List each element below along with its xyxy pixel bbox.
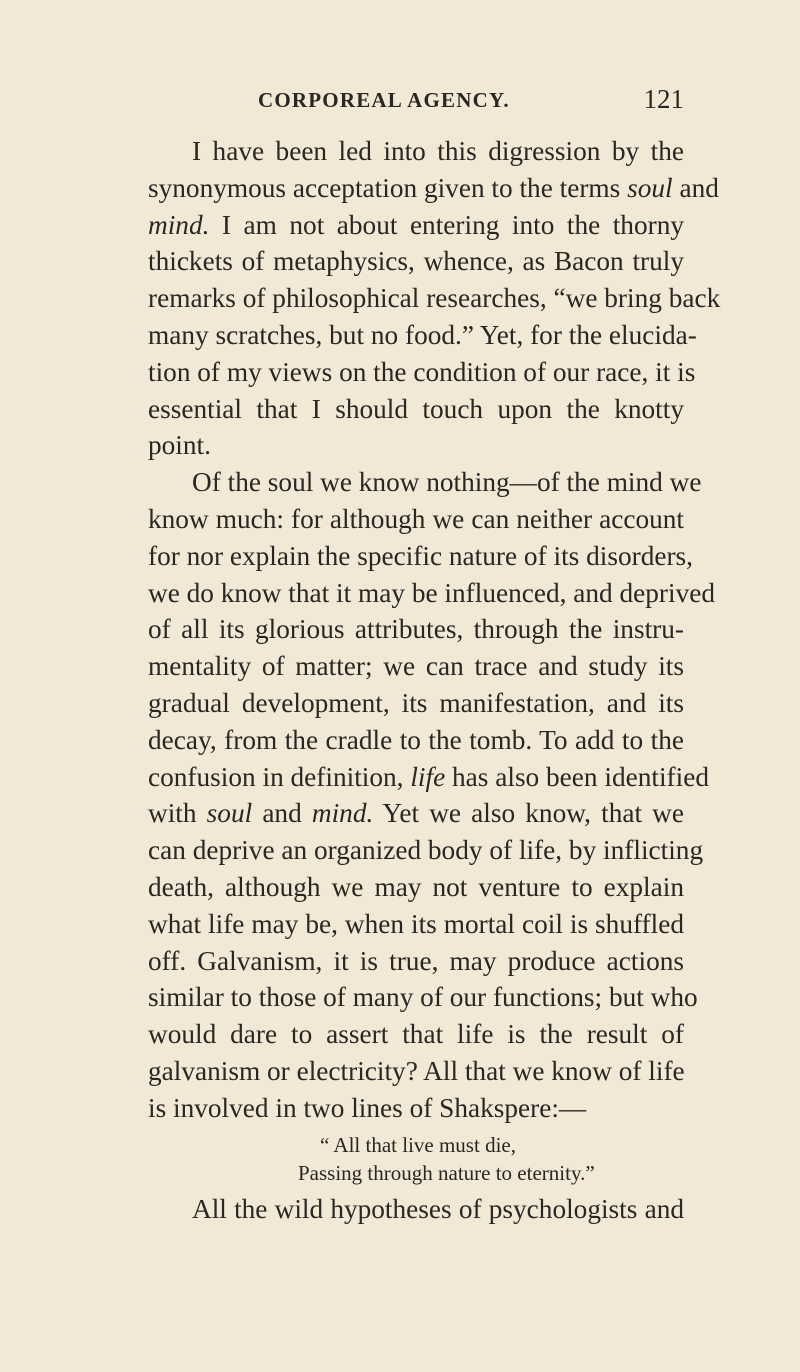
italic-term: life	[410, 761, 446, 792]
text-line: decay, from the cradle to the tomb. To add to the	[148, 724, 684, 755]
text-line: Of the soul we know nothing—of the mind we	[192, 467, 702, 498]
text-line: similar to those of many of our functions; but who	[148, 982, 698, 1013]
text-line: what life may be, when its mortal coil is shuffled	[148, 908, 684, 939]
text-line: confusion in definition, life has also been identified	[148, 761, 709, 792]
text-line: death, although we may not venture to explain	[148, 871, 684, 902]
running-head	[150, 84, 684, 114]
text-line: with soul and mind. Yet we also know, that we	[148, 798, 685, 829]
running-title: CORPOREAL AGENCY.	[258, 88, 510, 112]
text-line: gradual development, its manifestation, and its	[148, 687, 684, 718]
text-line: mind. I am not about entering into the thorny	[148, 209, 684, 240]
text-line: thickets of metaphysics, whence, as Bacon truly	[148, 246, 684, 277]
text-line: off. Galvanism, it is true, may produce actions	[148, 945, 684, 976]
body-text	[148, 133, 721, 1227]
italic-term: soul	[206, 798, 253, 829]
quotation-line: Passing through nature to eternity.”	[298, 1160, 595, 1185]
italic-term: soul	[627, 172, 673, 203]
text-line: for nor explain the specific nature of its disorders,	[148, 540, 694, 571]
text-line: All the wild hypotheses of psychologists and	[192, 1193, 684, 1224]
text-line: I have been led into this digression by the	[192, 136, 684, 166]
italic-term: mind.	[148, 209, 210, 240]
page-number: 121	[643, 84, 684, 114]
text-line: tion of my views on the condition of our race, it is	[148, 356, 696, 387]
text-line: many scratches, but no food.” Yet, for the elucida-	[148, 319, 697, 350]
text-line: essential that I should touch upon the knotty	[148, 393, 684, 424]
text-line: point.	[148, 430, 211, 461]
text-line: is involved in two lines of Shakspere:—	[148, 1092, 587, 1123]
text-line: know much: for although we can neither account	[148, 503, 684, 534]
quotation-line: “ All that live must die,	[320, 1132, 516, 1157]
text-line: of all its glorious attributes, through the instru-	[148, 614, 684, 645]
text-line: would dare to assert that life is the result of	[148, 1019, 684, 1050]
text-line: remarks of philosophical researches, “we bring back	[148, 283, 721, 314]
italic-term: mind.	[311, 798, 374, 829]
text-line: we do know that it may be influenced, and deprived	[148, 577, 715, 608]
text-line: galvanism or electricity? All that we know of life	[148, 1055, 685, 1086]
text-line: can deprive an organized body of life, by inflicting	[148, 835, 704, 866]
text-line: synonymous acceptation given to the terms soul and	[148, 172, 719, 203]
text-line: mentality of matter; we can trace and study its	[148, 651, 684, 682]
